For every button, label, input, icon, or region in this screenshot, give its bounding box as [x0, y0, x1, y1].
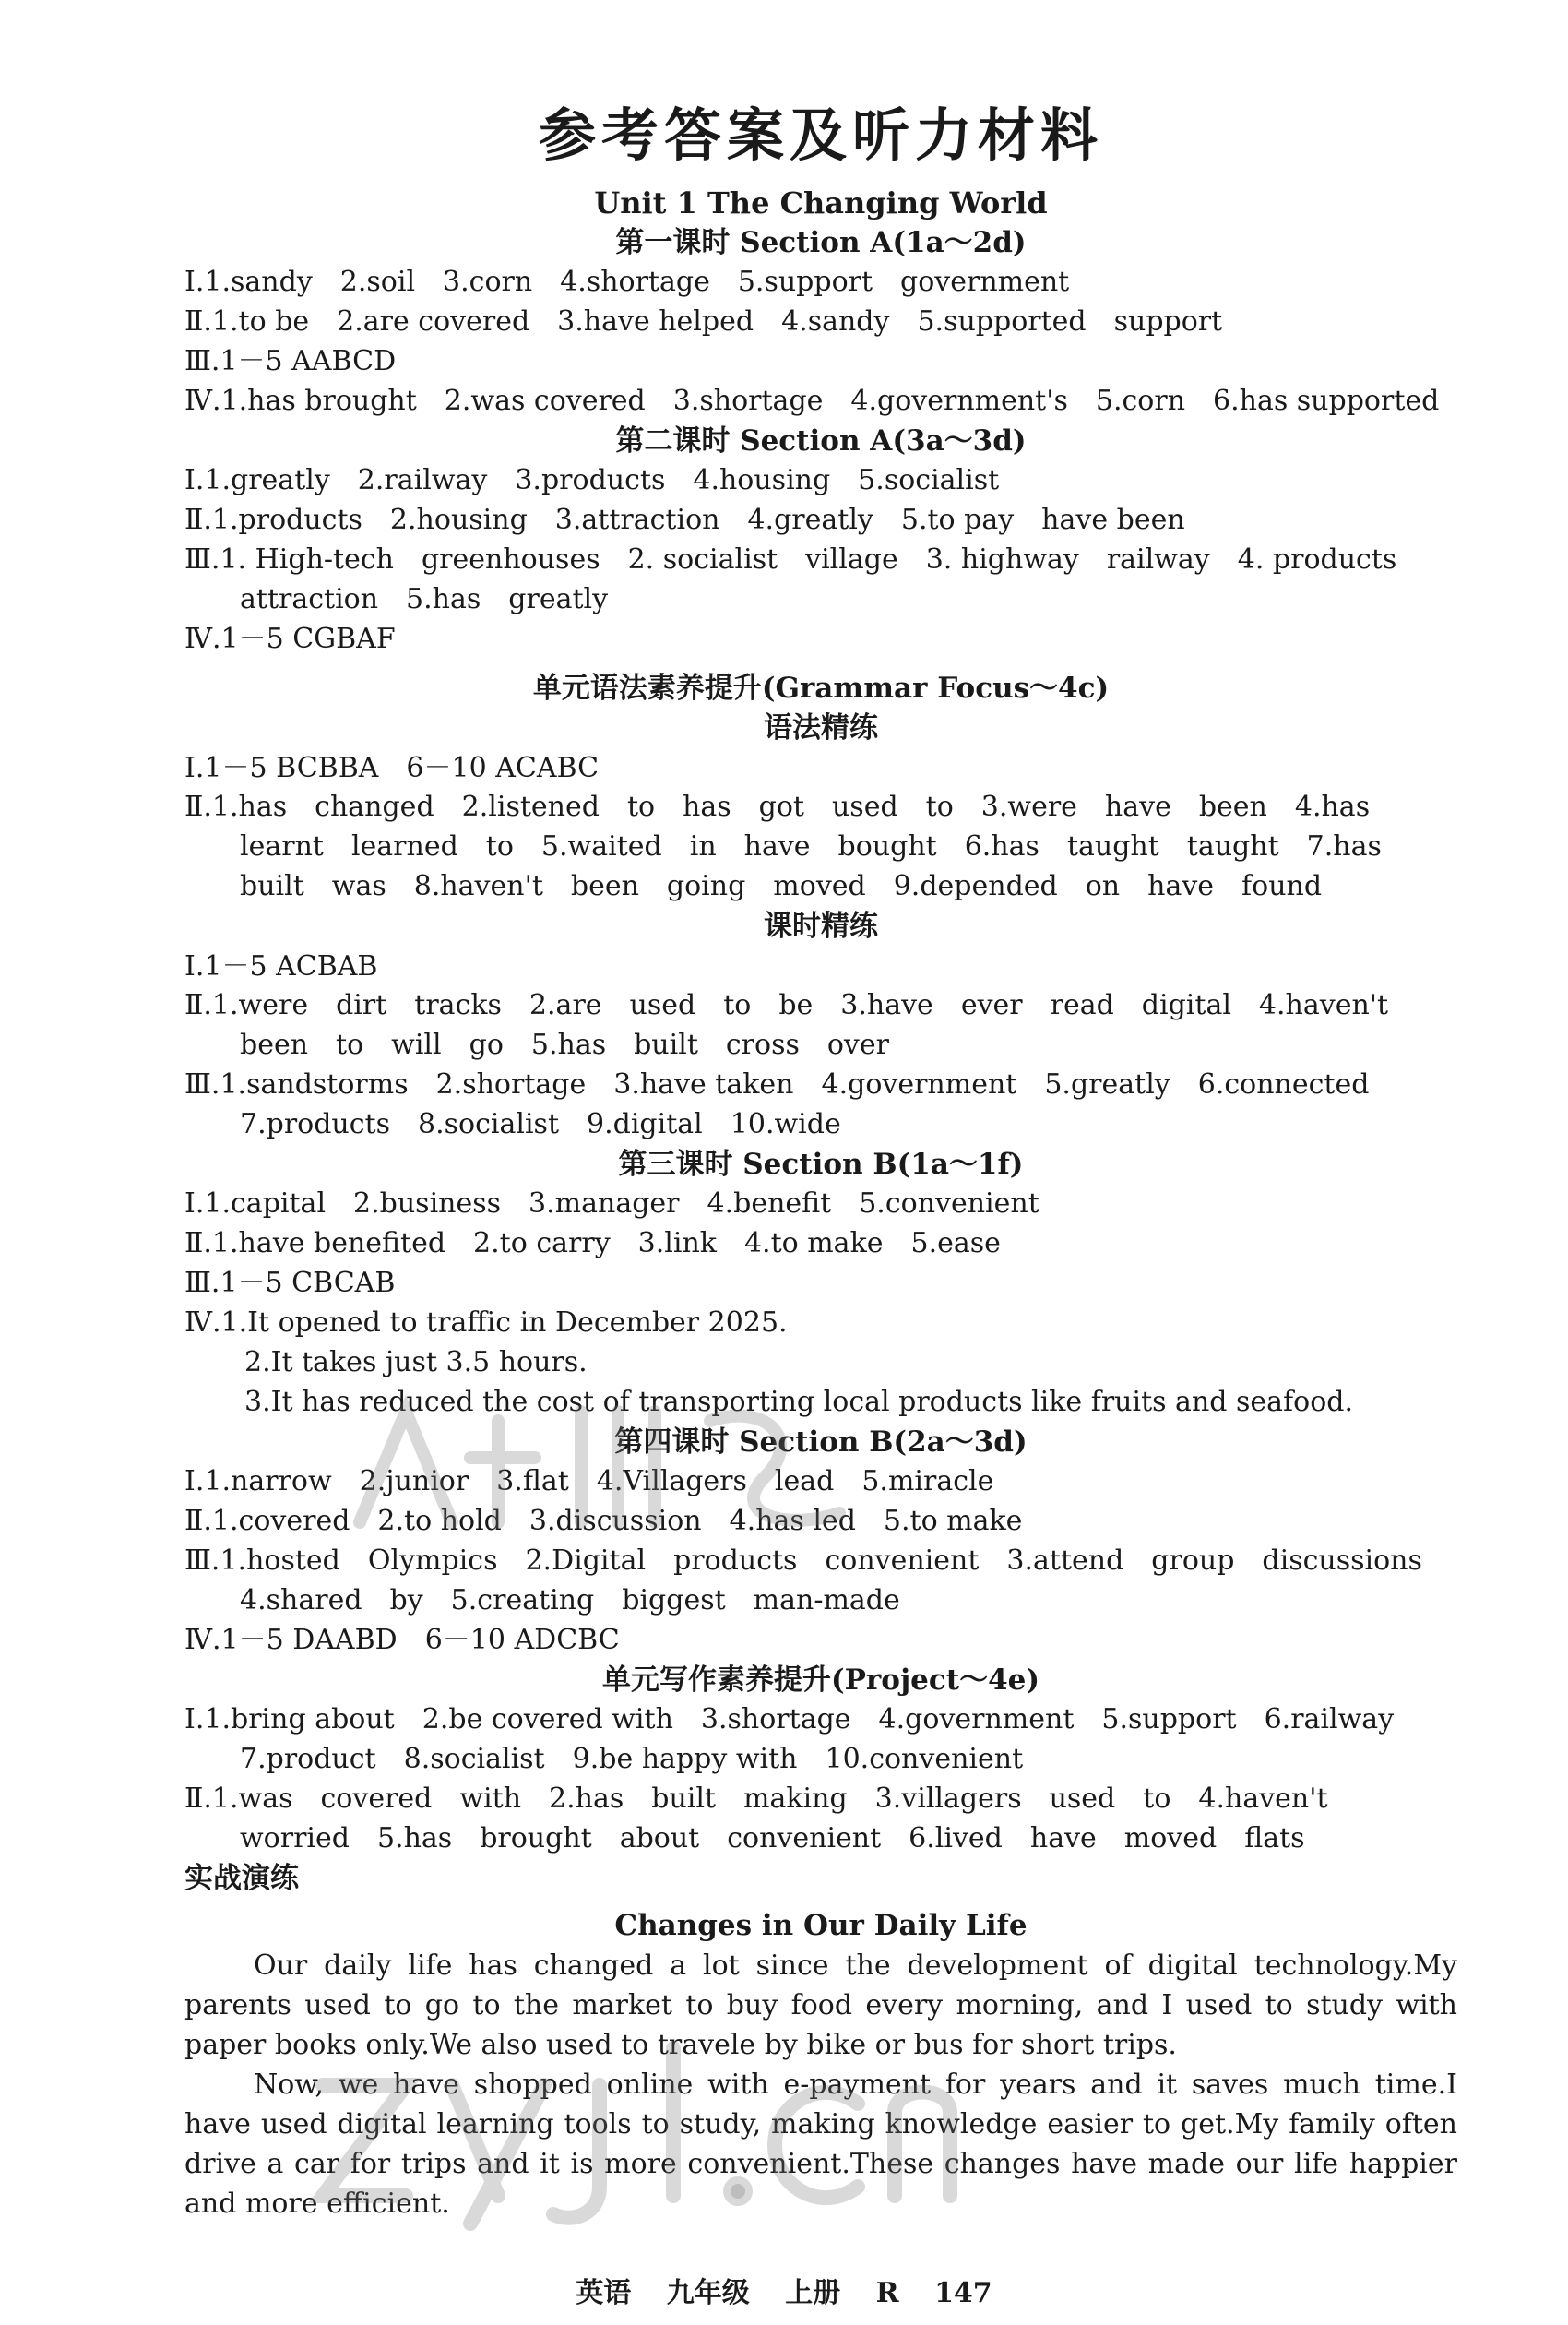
- answer-line: Ⅲ.1.hosted Olympics 2.Digital products convenient 3.attend group discussions: [184, 1544, 1422, 1577]
- page-title: 参考答案及听力材料: [538, 101, 1103, 169]
- answer-line: Ⅳ.1.It opened to traffic in December 2025.: [184, 1306, 788, 1340]
- answer-line: Ⅲ.1.sandstorms 2.shortage 3.have taken 4.government 5.greatly 6.connected: [184, 1068, 1370, 1102]
- footer-subject: 英语: [576, 2277, 632, 2309]
- answer-line: Ⅱ.1.have benefited 2.to carry 3.link 4.to make 5.ease: [184, 1227, 1001, 1260]
- answer-line: 2.It takes just 3.5 hours.: [244, 1345, 588, 1378]
- answer-line: built was 8.haven't been going moved 9.depended on have found: [240, 870, 1323, 903]
- section-title: 第二课时 Section A(3a～3d): [615, 423, 1027, 458]
- practice-label: 实战演练: [184, 1861, 299, 1895]
- footer-edition: R: [875, 2277, 899, 2309]
- section-title: 第四课时 Section B(2a～3d): [614, 1425, 1028, 1459]
- answer-line: 7.product 8.socialist 9.be happy with 10.convenient: [240, 1742, 1024, 1775]
- answer-line: 7.products 8.socialist 9.digital 10.wide: [240, 1108, 841, 1141]
- answer-line: Ⅰ.1.narrow 2.junior 3.flat 4.Villagers lead 5.miracle: [184, 1465, 994, 1498]
- answer-page: [184, 101, 1457, 2224]
- answer-line: Ⅳ.1－5 DAABD 6－10 ADCBC: [184, 1623, 620, 1656]
- page-footer: [0, 2270, 1568, 2310]
- section-title: 单元写作素养提升(Project～4e): [601, 1663, 1040, 1697]
- answer-line: Ⅳ.1.has brought 2.was covered 3.shortage 4.government's 5.corn 6.has supported: [184, 385, 1440, 418]
- section-title: 单元语法素养提升(Grammar Focus～4c): [532, 671, 1110, 705]
- section-subtitle: 课时精练: [764, 910, 878, 944]
- essay-title: Changes in Our Daily Life: [614, 1908, 1028, 1942]
- answer-line: 4.shared by 5.creating biggest man-made: [240, 1583, 900, 1616]
- answer-line: Ⅱ.1.has changed 2.listened to has got used to 3.were have been 4.has: [184, 791, 1371, 824]
- answer-line: Ⅱ.1.to be 2.are covered 3.have helped 4.sandy 5.supported support: [184, 305, 1223, 339]
- answer-line: Ⅰ.1.sandy 2.soil 3.corn 4.shortage 5.support government: [184, 266, 1070, 299]
- answer-line: Ⅲ.1－5 AABCD: [184, 345, 397, 378]
- answer-line: Ⅰ.1.capital 2.business 3.manager 4.benefit 5.convenient: [184, 1187, 1039, 1221]
- answer-line: Ⅳ.1－5 CGBAF: [184, 622, 396, 655]
- answer-line: Ⅰ.1.bring about 2.be covered with 3.shortage 4.government 5.support 6.railway: [184, 1702, 1395, 1735]
- answer-line: 3.It has reduced the cost of transporting local products like fruits and seafood.: [244, 1385, 1354, 1418]
- section-title: 第三课时 Section B(1a～1f): [618, 1147, 1024, 1181]
- answer-line: Ⅲ.1－5 CBCAB: [184, 1267, 396, 1300]
- answer-line: Ⅲ.1. High-tech greenhouses 2. socialist village 3. highway railway 4. products: [184, 543, 1397, 577]
- section-title: 第一课时 Section A(1a～2d): [615, 225, 1027, 259]
- unit-title: Unit 1 The Changing World: [594, 185, 1048, 221]
- answer-line: learnt learned to 5.waited in have bought 6.has taught taught 7.has: [240, 830, 1382, 864]
- section-subtitle: 语法精练: [764, 711, 878, 745]
- essay-paragraph: Now, we have shopped online with e-payment for years and it saves much time.I have used digital learning tools to study, making knowledge easier to get.My family often drive a car for trips and it is more convenient.These changes have made our life happier and more efficient.: [184, 2069, 1457, 2220]
- answer-line: Ⅱ.1.were dirt tracks 2.are used to be 3.have ever read digital 4.haven't: [184, 989, 1389, 1022]
- answer-line: been to will go 5.has built cross over: [240, 1029, 889, 1062]
- answer-line: Ⅱ.1.covered 2.to hold 3.discussion 4.has led 5.to make: [184, 1504, 1023, 1537]
- footer-page-number: 147: [934, 2277, 992, 2309]
- answer-line: Ⅱ.1.was covered with 2.has built making 3.villagers used to 4.haven't: [184, 1782, 1328, 1815]
- footer-grade: 九年级: [666, 2277, 750, 2309]
- footer-volume: 上册: [785, 2277, 841, 2309]
- essay-paragraph: Our daily life has changed a lot since the development of digital technology.My parents used to go to the market to buy food every morning, and I used to study with paper books only.We also used to travele by bike or bus for short trips.: [184, 1949, 1457, 2062]
- answer-line: Ⅰ.1－5 ACBAB: [184, 949, 378, 983]
- answer-line: Ⅰ.1.greatly 2.railway 3.products 4.housing 5.socialist: [184, 464, 1000, 497]
- answer-line: worried 5.has brought about convenient 6.lived have moved flats: [240, 1821, 1305, 1854]
- answer-line: Ⅰ.1－5 BCBBA 6－10 ACABC: [184, 751, 600, 784]
- answer-line: Ⅱ.1.products 2.housing 3.attraction 4.greatly 5.to pay have been: [184, 504, 1185, 537]
- answer-line: attraction 5.has greatly: [240, 583, 609, 615]
